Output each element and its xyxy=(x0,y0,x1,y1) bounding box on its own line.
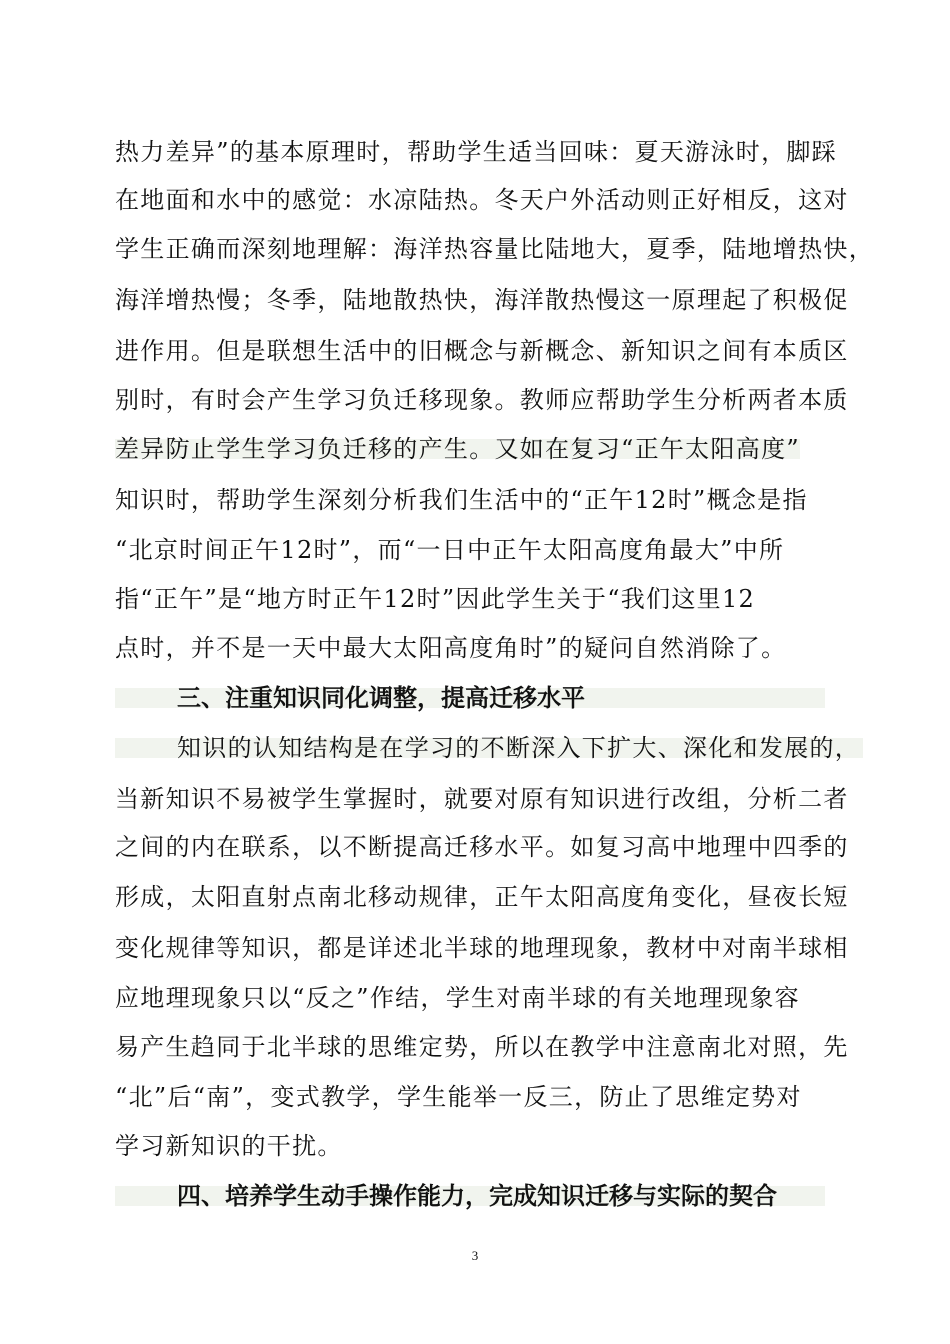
text-line: 知识的认知结构是在学习的不断深入下扩大、深化和发展的， xyxy=(115,733,863,763)
text-line: 进作用。但是联想生活中的旧概念与新概念、新知识之间有本质区 xyxy=(115,337,849,365)
text-line: 热力差异”的基本原理时，帮助学生适当回味：夏天游泳时，脚踩 xyxy=(115,138,837,166)
text-line: 别时，有时会产生学习负迁移现象。教师应帮助学生分析两者本质 xyxy=(115,386,849,414)
section-heading-4-text: 四、培养学生动手操作能力，完成知识迁移与实际的契合 xyxy=(177,1181,777,1210)
text-line: 学习新知识的干扰。 xyxy=(115,1132,343,1160)
text-line: 点时，并不是一天中最大太阳高度角时”的疑问自然消除了。 xyxy=(115,634,787,662)
text-line: 海洋增热慢；冬季，陆地散热快，海洋散热慢这一原理起了积极促 xyxy=(115,286,849,314)
section-heading-4 xyxy=(115,1181,825,1211)
text-line: 易产生趋同于北半球的思维定势，所以在教学中注意南北对照，先 xyxy=(115,1033,849,1061)
text-line: 在地面和水中的感觉：水凉陆热。冬天户外活动则正好相反，这对 xyxy=(115,186,849,214)
page-number: 3 xyxy=(471,1248,479,1263)
text-line: 之间的内在联系，以不断提高迁移水平。如复习高中地理中四季的 xyxy=(115,833,849,861)
section-heading-3-text: 三、注重知识同化调整，提高迁移水平 xyxy=(177,683,585,712)
text-line: 指“正午”是“地方时正午12时”因此学生关于“我们这里12 xyxy=(115,585,756,613)
text-line: 学生正确而深刻地理解：海洋热容量比陆地大，夏季，陆地增热快， xyxy=(115,235,874,263)
text-line: 知识时，帮助学生深刻分析我们生活中的“正午12时”概念是指 xyxy=(115,486,808,514)
text-line: 变化规律等知识，都是详述北半球的地理现象，教材中对南半球相 xyxy=(115,934,849,962)
text-line: 应地理现象只以“反之”作结，学生对南半球的有关地理现象容 xyxy=(115,984,800,1012)
text-line: 差异防止学生学习负迁移的产生。又如在复习“正午太阳高度” xyxy=(115,435,800,463)
text-line: 形成，太阳直射点南北移动规律，正午太阳高度角变化，昼夜长短 xyxy=(115,883,849,911)
text-line: “北京时间正午12时”，而“一日中正午太阳高度角最大”中所 xyxy=(115,536,785,564)
text-line: 当新知识不易被学生掌握时，就要对原有知识进行改组，分析二者 xyxy=(115,785,849,813)
section-heading-3 xyxy=(115,683,825,713)
text-line: “北”后“南”，变式教学，学生能举一反三，防止了思维定势对 xyxy=(115,1083,802,1111)
